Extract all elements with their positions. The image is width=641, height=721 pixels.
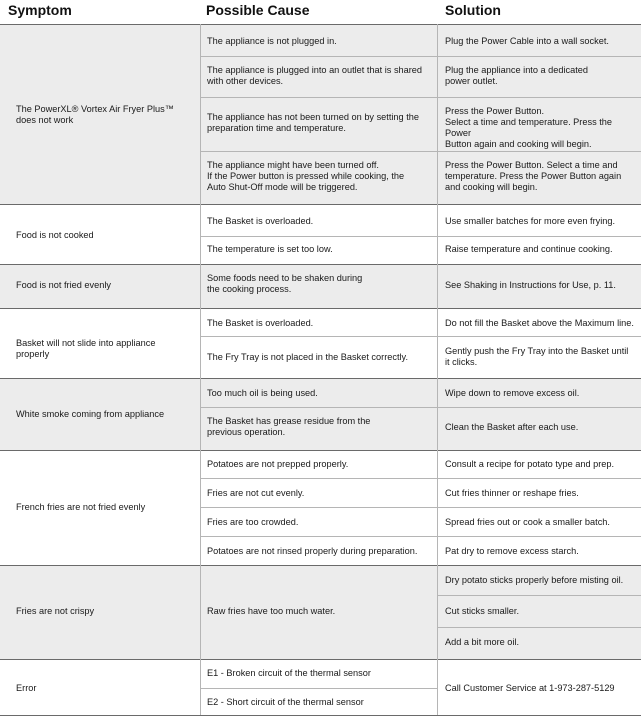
solution-text: Pat dry to remove excess starch. [445,546,579,556]
header-solution: Solution [445,2,501,18]
symptom-label: Food is not fried evenly [16,280,111,290]
symptom-label: The PowerXL® Vortex Air Fryer Plus™ does not work [16,104,174,125]
cause-text: The Basket is overloaded. [207,216,314,226]
symptom-group-does-not-work [0,24,641,204]
solution-text: Dry potato sticks properly before misting oil. [445,575,624,585]
header-symptom: Symptom [8,2,72,18]
solution-text: Raise temperature and continue cooking. [445,244,613,254]
solution-text: Plug the Power Cable into a wall socket. [445,36,609,46]
cause-text: Too much oil is being used. [207,388,318,398]
symptom-group-fries-not-crispy [0,565,641,659]
solution-text: Press the Power Button. Select a time and temperature. Press the Power Button again and cooking will begin. [445,160,622,192]
solution-text: Consult a recipe for potato type and prep. [445,459,615,469]
solution-text: Use smaller batches for more even frying. [445,216,616,226]
solution-text: Call Customer Service at 1-973-287-5129 [445,683,615,693]
solution-text: Cut fries thinner or reshape fries. [445,488,579,498]
cause-text: The appliance is not plugged in. [207,36,337,46]
cause-text: Potatoes are not prepped properly. [207,459,349,469]
cause-text: Fries are too crowded. [207,517,299,527]
solution-text: See Shaking in Instructions for Use, p. 11. [445,280,616,290]
cause-text: Some foods need to be shaken during the cooking process. [207,273,363,294]
symptom-label: French fries are not fried evenly [16,502,146,512]
solution-text: Clean the Basket after each use. [445,422,579,432]
solution-text: Plug the appliance into a dedicated power outlet. [445,65,589,86]
symptom-label: Basket will not slide into appliance properly [16,338,156,359]
cause-text: E2 - Short circuit of the thermal sensor [207,697,364,707]
cause-text: E1 - Broken circuit of the thermal sensor [207,668,371,678]
solution-text: Cut sticks smaller. [445,606,520,616]
cause-text: The appliance is plugged into an outlet that is shared with other devices. [207,65,423,86]
cause-text: The Basket has grease residue from the previous operation. [207,416,371,437]
symptom-label: Error [16,683,37,693]
cause-text: The appliance has not been turned on by setting the preparation time and temperature. [207,112,419,133]
symptom-group-basket-slide [0,308,641,378]
solution-text: Add a bit more oil. [445,637,520,647]
cause-text: The Basket is overloaded. [207,318,314,328]
cause-text: The temperature is set too low. [207,244,333,254]
table-header [0,0,641,24]
solution-text: Gently push the Fry Tray into the Basket until it clicks. [445,346,629,367]
symptom-group-food-not-cooked [0,204,641,264]
solution-text: Press the Power Button. Select a time and temperature. Press the Power Button again and cooking will begin. [445,106,612,149]
cause-text: The Fry Tray is not placed in the Basket correctly. [207,352,409,362]
header-possible-cause: Possible Cause [206,2,310,18]
symptom-label: White smoke coming from appliance [16,409,165,419]
solution-text: Spread fries out or cook a smaller batch. [445,517,610,527]
symptom-group-error [0,659,641,715]
symptom-label: Fries are not crispy [16,606,95,616]
solution-text: Do not fill the Basket above the Maximum line. [445,318,634,328]
symptom-group-not-fried-evenly [0,264,641,308]
cause-text: The appliance might have been turned off. If the Power button is pressed while cooking, the Auto Shut-Off mode will be triggered. [207,160,405,192]
solution-text: Wipe down to remove excess oil. [445,388,580,398]
cause-text: Raw fries have too much water. [207,606,336,616]
symptom-group-white-smoke [0,378,641,450]
symptom-group-french-fries-uneven [0,450,641,565]
cause-text: Fries are not cut evenly. [207,488,305,498]
cause-text: Potatoes are not rinsed properly during preparation. [207,546,418,556]
symptom-label: Food is not cooked [16,230,94,240]
